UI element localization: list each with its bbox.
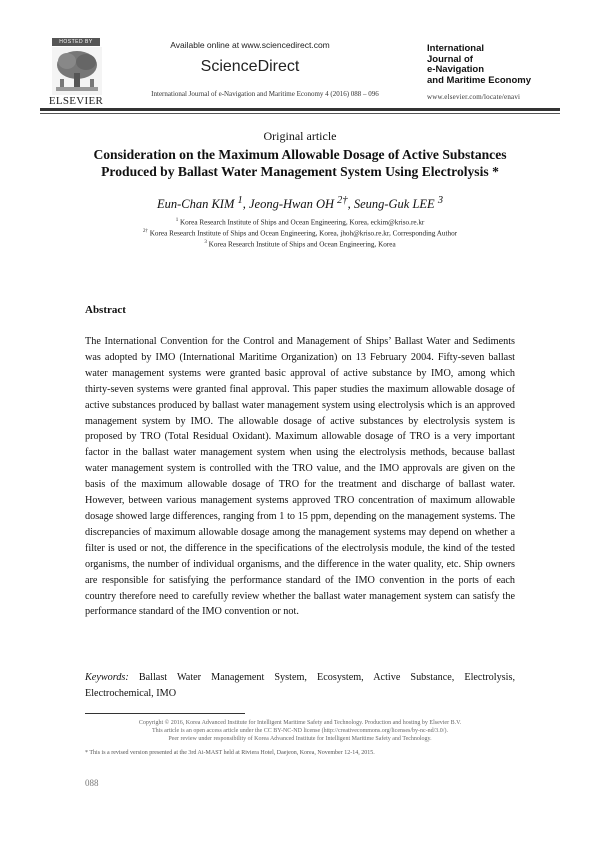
journal-url[interactable]: www.elsevier.com/locate/enavi	[427, 93, 521, 101]
journal-title-line: Journal of	[427, 53, 473, 65]
journal-title-line: e-Navigation	[427, 64, 485, 75]
keywords	[85, 670, 515, 702]
copyright-line: Peer review under responsibility of Korea Advanced Institute for Intelligent Maritime Safety and Technology.	[168, 736, 432, 743]
journal-title-line: and Maritime Economy	[427, 74, 531, 86]
article-type: Original article	[263, 129, 337, 143]
author-name: Jeong-Hwan OH	[248, 197, 335, 212]
copyright-line: This article is an open access article under the CC BY-NC-ND license (http://creativecommons.org/licenses/by-nc-nd/3.0/).	[152, 728, 448, 735]
page-number: 088	[85, 778, 99, 788]
elsevier-wordmark: ELSEVIER	[48, 95, 104, 107]
affiliation-superscript: 1	[175, 218, 179, 223]
journal-title-line: International	[427, 43, 485, 54]
author-list: Eun-Chan KIM $^1$, Jeong-Hwan OH $^{2\dagger}$, Seung-Guk LEE $^3$	[156, 195, 444, 212]
title-line-1: Consideration on the Maximum Allowable Dosage of Active Substances	[93, 147, 507, 162]
sciencedirect-title[interactable]: ScienceDirect	[200, 58, 300, 75]
affiliation-superscript: 3	[204, 240, 207, 245]
author-name: Seung-Guk LEE	[353, 197, 435, 212]
affiliation-text: Korea Research Institute of Ships and Ocean Engineering, Korea	[208, 240, 396, 249]
abstract-heading: Abstract	[85, 304, 126, 316]
abstract-body: The International Convention for the Control and Management of Ships’ Ballast Water and Sediments was adopted by IMO (International Maritime Organization) on 13 February 2004. Fifty-seven ballast water management systems were granted basic approval of active substance by IMO, among which thirty-seven systems were granted final approval. This paper studies the maximum allowable dosage of active substances produced by ballast water management system using electrolysis which is an approved management system by IMO. The allowable dosage of active substances by electrolysis system is proposed by TRO (Total Residual Oxidant). Maximum allowable dosage of TRO is a very important factor in the ballast water management system when using the electrolysis methods, because ballast water management system is controlled with the TRO value, and the IMO approvals are given on the basis of the maximum allowable dosage of TRO for the treatment and discharge of ballast water. However, between various management systems approved TRO concentration of maximum allowable dosage showed large differences, ranging from 1 to 15 ppm, depending on the management systems. The discrepancies of maximum allowable dosage among the management systems may depend on whether a filter is used or not, the difference in the specifications of the electrolysis module, the kind of the tested organisms, the number of individual organisms, and the difference in the water quality, etc. Ship owners are responsible for satisfying the performance standard of the IMO convention in the ports of each country therefore need to carefully review whether the ballast water management system can satisfy the performance standard of the IMO convention or not.	[85, 336, 515, 618]
author-name: Eun-Chan KIM	[156, 197, 235, 212]
affiliation-1	[40, 218, 560, 226]
elsevier-tree-logo	[52, 47, 102, 95]
article-title	[40, 146, 560, 180]
available-online-text: Available online at www.sciencedirect.com	[170, 40, 330, 50]
affiliation-superscript: 2†	[142, 229, 148, 234]
journal-title-box	[427, 44, 547, 86]
title-line-2: Produced by Ballast Water Management System Using Electrolysis *	[101, 164, 499, 179]
author-superscript: 1	[237, 195, 243, 206]
author-superscript: 3	[437, 195, 444, 206]
journal-reference: International Journal of e-Navigation and Maritime Economy 4 (2016) 088 – 096	[151, 90, 379, 98]
copyright-notice	[85, 719, 515, 744]
affiliation-2	[40, 229, 560, 237]
author-superscript: 2†	[337, 195, 348, 206]
hosted-by-band: HOSTED BY	[52, 38, 100, 46]
header-rule-thin	[40, 113, 560, 114]
header-rule-thick	[40, 108, 560, 111]
footnote-rule	[85, 713, 245, 714]
revised-version-note: * This is a revised version presented at the 3rd Ai-MAST held at Riviera Hotel, Daejeon, Korea, November 12-14, 2015.	[85, 750, 375, 756]
keywords-label: Keywords:	[85, 672, 129, 683]
affiliation-text: Korea Research Institute of Ships and Ocean Engineering, Korea, eckim@kriso.re.kr	[179, 218, 425, 227]
copyright-line: Copyright © 2016, Korea Advanced Institute for Intelligent Maritime Safety and Technology. Production and hosting by Elsevier B.V.	[138, 720, 462, 726]
affiliation-3	[40, 240, 560, 248]
affiliation-text: Korea Research Institute of Ships and Ocean Engineering, Korea, jhoh@kriso.re.kr, Corresponding Author	[149, 229, 458, 238]
keywords-text: Ballast Water Management System, Ecosystem, Active Substance, Electrolysis, Electrochemical, IMO	[85, 672, 515, 699]
